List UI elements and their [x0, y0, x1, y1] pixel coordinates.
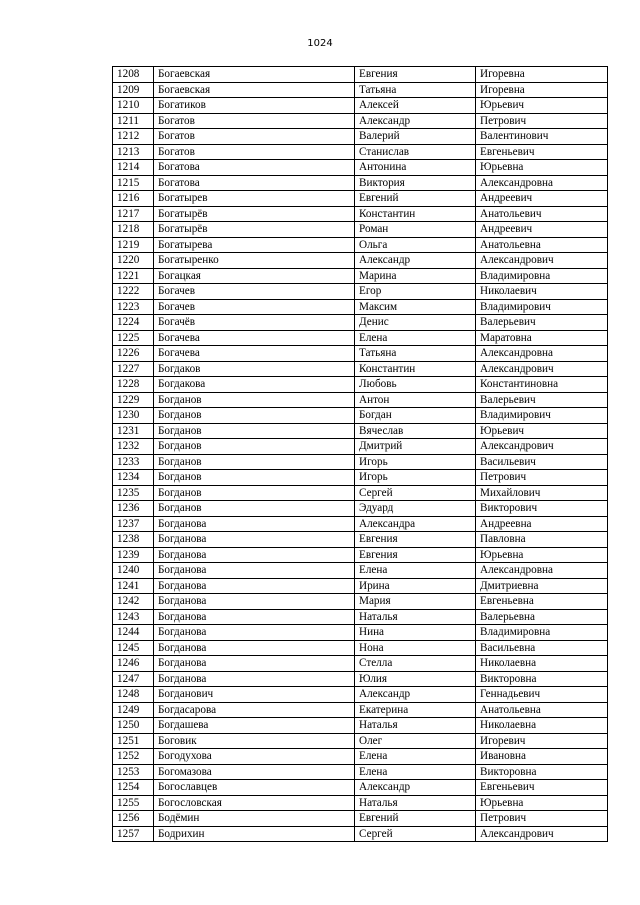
registry-body	[113, 67, 608, 842]
last-name-cell: Богданова	[154, 625, 355, 641]
table-row	[113, 392, 608, 408]
first-name-cell: Наталья	[355, 718, 476, 734]
patronymic-cell: Викторович	[476, 501, 608, 517]
patronymic-cell: Игоревна	[476, 67, 608, 83]
table-row	[113, 191, 608, 207]
patronymic-cell: Маратовна	[476, 330, 608, 346]
last-name-cell: Богданов	[154, 501, 355, 517]
table-row	[113, 811, 608, 827]
last-name-cell: Богданов	[154, 392, 355, 408]
patronymic-cell: Евгеньевич	[476, 780, 608, 796]
first-name-cell: Наталья	[355, 609, 476, 625]
first-name-cell: Наталья	[355, 795, 476, 811]
patronymic-cell: Константиновна	[476, 377, 608, 393]
last-name-cell: Богачёв	[154, 315, 355, 331]
last-name-cell: Богачев	[154, 284, 355, 300]
patronymic-cell: Игоревич	[476, 733, 608, 749]
table-row	[113, 284, 608, 300]
patronymic-cell: Петрович	[476, 470, 608, 486]
last-name-cell: Богданова	[154, 516, 355, 532]
row-number-cell: 1214	[113, 160, 154, 176]
first-name-cell: Марина	[355, 268, 476, 284]
last-name-cell: Богатырева	[154, 237, 355, 253]
table-row	[113, 795, 608, 811]
row-number-cell: 1220	[113, 253, 154, 269]
table-row	[113, 330, 608, 346]
first-name-cell: Валерий	[355, 129, 476, 145]
row-number-cell: 1209	[113, 82, 154, 98]
row-number-cell: 1222	[113, 284, 154, 300]
table-row	[113, 299, 608, 315]
last-name-cell: Богданов	[154, 408, 355, 424]
last-name-cell: Богатов	[154, 144, 355, 160]
patronymic-cell: Васильевна	[476, 640, 608, 656]
patronymic-cell: Анатольевич	[476, 206, 608, 222]
patronymic-cell: Александрович	[476, 439, 608, 455]
row-number-cell: 1225	[113, 330, 154, 346]
last-name-cell: Богданова	[154, 532, 355, 548]
row-number-cell: 1215	[113, 175, 154, 191]
first-name-cell: Юлия	[355, 671, 476, 687]
table-row	[113, 268, 608, 284]
table-row	[113, 237, 608, 253]
first-name-cell: Мария	[355, 594, 476, 610]
table-row	[113, 718, 608, 734]
last-name-cell: Богданова	[154, 609, 355, 625]
patronymic-cell: Михайлович	[476, 485, 608, 501]
row-number-cell: 1218	[113, 222, 154, 238]
table-row	[113, 423, 608, 439]
patronymic-cell: Андреевич	[476, 191, 608, 207]
last-name-cell: Богомазова	[154, 764, 355, 780]
row-number-cell: 1252	[113, 749, 154, 765]
table-row	[113, 516, 608, 532]
last-name-cell: Богданов	[154, 439, 355, 455]
patronymic-cell: Юрьевич	[476, 98, 608, 114]
first-name-cell: Александр	[355, 253, 476, 269]
row-number-cell: 1254	[113, 780, 154, 796]
last-name-cell: Богданов	[154, 454, 355, 470]
patronymic-cell: Анатольевна	[476, 702, 608, 718]
last-name-cell: Богданова	[154, 594, 355, 610]
patronymic-cell: Дмитриевна	[476, 578, 608, 594]
first-name-cell: Виктория	[355, 175, 476, 191]
first-name-cell: Стелла	[355, 656, 476, 672]
row-number-cell: 1250	[113, 718, 154, 734]
last-name-cell: Богославцев	[154, 780, 355, 796]
row-number-cell: 1223	[113, 299, 154, 315]
patronymic-cell: Васильевич	[476, 454, 608, 470]
table-row	[113, 377, 608, 393]
last-name-cell: Богатова	[154, 175, 355, 191]
row-number-cell: 1240	[113, 563, 154, 579]
row-number-cell: 1255	[113, 795, 154, 811]
patronymic-cell: Юрьевна	[476, 160, 608, 176]
last-name-cell: Богдакова	[154, 377, 355, 393]
table-row	[113, 702, 608, 718]
table-row	[113, 175, 608, 191]
table-row	[113, 315, 608, 331]
row-number-cell: 1229	[113, 392, 154, 408]
first-name-cell: Алексей	[355, 98, 476, 114]
patronymic-cell: Александровна	[476, 175, 608, 191]
row-number-cell: 1228	[113, 377, 154, 393]
patronymic-cell: Ивановна	[476, 749, 608, 765]
row-number-cell: 1216	[113, 191, 154, 207]
patronymic-cell: Владимировна	[476, 625, 608, 641]
first-name-cell: Максим	[355, 299, 476, 315]
first-name-cell: Елена	[355, 330, 476, 346]
row-number-cell: 1244	[113, 625, 154, 641]
first-name-cell: Евгения	[355, 532, 476, 548]
row-number-cell: 1224	[113, 315, 154, 331]
patronymic-cell: Викторовна	[476, 671, 608, 687]
row-number-cell: 1234	[113, 470, 154, 486]
first-name-cell: Константин	[355, 206, 476, 222]
first-name-cell: Александр	[355, 687, 476, 703]
first-name-cell: Александра	[355, 516, 476, 532]
last-name-cell: Богодухова	[154, 749, 355, 765]
last-name-cell: Богатыренко	[154, 253, 355, 269]
first-name-cell: Любовь	[355, 377, 476, 393]
row-number-cell: 1247	[113, 671, 154, 687]
patronymic-cell: Александровна	[476, 346, 608, 362]
last-name-cell: Богатов	[154, 113, 355, 129]
patronymic-cell: Евгеньевна	[476, 594, 608, 610]
last-name-cell: Богданов	[154, 485, 355, 501]
row-number-cell: 1239	[113, 547, 154, 563]
last-name-cell: Богданов	[154, 423, 355, 439]
row-number-cell: 1208	[113, 67, 154, 83]
first-name-cell: Станислав	[355, 144, 476, 160]
last-name-cell: Богданова	[154, 671, 355, 687]
first-name-cell: Богдан	[355, 408, 476, 424]
row-number-cell: 1226	[113, 346, 154, 362]
page-number: 1024	[307, 38, 333, 49]
first-name-cell: Елена	[355, 563, 476, 579]
table-row	[113, 346, 608, 362]
last-name-cell: Богацкая	[154, 268, 355, 284]
table-row	[113, 160, 608, 176]
patronymic-cell: Андреевич	[476, 222, 608, 238]
table-row	[113, 222, 608, 238]
table-row	[113, 640, 608, 656]
last-name-cell: Богатова	[154, 160, 355, 176]
row-number-cell: 1233	[113, 454, 154, 470]
last-name-cell: Богачев	[154, 299, 355, 315]
first-name-cell: Екатерина	[355, 702, 476, 718]
table-row	[113, 98, 608, 114]
row-number-cell: 1238	[113, 532, 154, 548]
table-row	[113, 749, 608, 765]
patronymic-cell: Александрович	[476, 361, 608, 377]
last-name-cell: Богданова	[154, 547, 355, 563]
row-number-cell: 1253	[113, 764, 154, 780]
first-name-cell: Евгения	[355, 67, 476, 83]
patronymic-cell: Владимировна	[476, 268, 608, 284]
first-name-cell: Татьяна	[355, 346, 476, 362]
last-name-cell: Богданова	[154, 640, 355, 656]
first-name-cell: Антонина	[355, 160, 476, 176]
patronymic-cell: Геннадьевич	[476, 687, 608, 703]
last-name-cell: Боговик	[154, 733, 355, 749]
first-name-cell: Олег	[355, 733, 476, 749]
last-name-cell: Богачева	[154, 330, 355, 346]
row-number-cell: 1217	[113, 206, 154, 222]
last-name-cell: Богдаков	[154, 361, 355, 377]
table-row	[113, 129, 608, 145]
row-number-cell: 1219	[113, 237, 154, 253]
table-row	[113, 206, 608, 222]
patronymic-cell: Николаевна	[476, 656, 608, 672]
last-name-cell: Богословская	[154, 795, 355, 811]
row-number-cell: 1242	[113, 594, 154, 610]
patronymic-cell: Николаевич	[476, 284, 608, 300]
last-name-cell: Богатов	[154, 129, 355, 145]
table-row	[113, 485, 608, 501]
last-name-cell: Богаевская	[154, 67, 355, 83]
last-name-cell: Богачева	[154, 346, 355, 362]
row-number-cell: 1249	[113, 702, 154, 718]
row-number-cell: 1248	[113, 687, 154, 703]
row-number-cell: 1221	[113, 268, 154, 284]
patronymic-cell: Павловна	[476, 532, 608, 548]
last-name-cell: Богдашева	[154, 718, 355, 734]
row-number-cell: 1211	[113, 113, 154, 129]
table-row	[113, 687, 608, 703]
table-row	[113, 578, 608, 594]
first-name-cell: Нина	[355, 625, 476, 641]
last-name-cell: Богдасарова	[154, 702, 355, 718]
table-row	[113, 67, 608, 83]
patronymic-cell: Владимирович	[476, 299, 608, 315]
last-name-cell: Богатиков	[154, 98, 355, 114]
table-row	[113, 470, 608, 486]
row-number-cell: 1213	[113, 144, 154, 160]
patronymic-cell: Александрович	[476, 826, 608, 842]
patronymic-cell: Валерьевна	[476, 609, 608, 625]
patronymic-cell: Евгеньевич	[476, 144, 608, 160]
last-name-cell: Богданова	[154, 578, 355, 594]
first-name-cell: Дмитрий	[355, 439, 476, 455]
patronymic-cell: Юрьевна	[476, 547, 608, 563]
table-row	[113, 454, 608, 470]
row-number-cell: 1246	[113, 656, 154, 672]
table-row	[113, 764, 608, 780]
first-name-cell: Сергей	[355, 485, 476, 501]
table-row	[113, 656, 608, 672]
row-number-cell: 1235	[113, 485, 154, 501]
last-name-cell: Богаевская	[154, 82, 355, 98]
table-row	[113, 439, 608, 455]
first-name-cell: Вячеслав	[355, 423, 476, 439]
table-row	[113, 625, 608, 641]
row-number-cell: 1251	[113, 733, 154, 749]
patronymic-cell: Владимирович	[476, 408, 608, 424]
patronymic-cell: Петрович	[476, 113, 608, 129]
table-row	[113, 501, 608, 517]
patronymic-cell: Игоревна	[476, 82, 608, 98]
row-number-cell: 1232	[113, 439, 154, 455]
first-name-cell: Евгений	[355, 811, 476, 827]
patronymic-cell: Александровна	[476, 563, 608, 579]
table-row	[113, 113, 608, 129]
patronymic-cell: Валентинович	[476, 129, 608, 145]
table-row	[113, 671, 608, 687]
first-name-cell: Александр	[355, 113, 476, 129]
row-number-cell: 1227	[113, 361, 154, 377]
row-number-cell: 1210	[113, 98, 154, 114]
table-row	[113, 361, 608, 377]
patronymic-cell: Петрович	[476, 811, 608, 827]
last-name-cell: Бодёмин	[154, 811, 355, 827]
first-name-cell: Эдуард	[355, 501, 476, 517]
first-name-cell: Елена	[355, 764, 476, 780]
last-name-cell: Богатырёв	[154, 206, 355, 222]
last-name-cell: Богданова	[154, 563, 355, 579]
table-row	[113, 253, 608, 269]
patronymic-cell: Александрович	[476, 253, 608, 269]
first-name-cell: Егор	[355, 284, 476, 300]
first-name-cell: Татьяна	[355, 82, 476, 98]
row-number-cell: 1241	[113, 578, 154, 594]
first-name-cell: Антон	[355, 392, 476, 408]
row-number-cell: 1245	[113, 640, 154, 656]
table-row	[113, 609, 608, 625]
patronymic-cell: Анатольевна	[476, 237, 608, 253]
row-number-cell: 1230	[113, 408, 154, 424]
table-row	[113, 826, 608, 842]
row-number-cell: 1231	[113, 423, 154, 439]
row-number-cell: 1243	[113, 609, 154, 625]
patronymic-cell: Юрьевич	[476, 423, 608, 439]
patronymic-cell: Валерьевич	[476, 392, 608, 408]
first-name-cell: Елена	[355, 749, 476, 765]
last-name-cell: Богатырёв	[154, 222, 355, 238]
first-name-cell: Роман	[355, 222, 476, 238]
patronymic-cell: Юрьевна	[476, 795, 608, 811]
first-name-cell: Игорь	[355, 470, 476, 486]
first-name-cell: Константин	[355, 361, 476, 377]
first-name-cell: Ирина	[355, 578, 476, 594]
patronymic-cell: Андреевна	[476, 516, 608, 532]
first-name-cell: Сергей	[355, 826, 476, 842]
table-row	[113, 547, 608, 563]
table-row	[113, 532, 608, 548]
table-row	[113, 408, 608, 424]
first-name-cell: Ольга	[355, 237, 476, 253]
patronymic-cell: Николаевна	[476, 718, 608, 734]
table-row	[113, 82, 608, 98]
first-name-cell: Денис	[355, 315, 476, 331]
first-name-cell: Нона	[355, 640, 476, 656]
first-name-cell: Евгения	[355, 547, 476, 563]
patronymic-cell: Валерьевич	[476, 315, 608, 331]
table-row	[113, 563, 608, 579]
first-name-cell: Евгений	[355, 191, 476, 207]
row-number-cell: 1212	[113, 129, 154, 145]
table-row	[113, 733, 608, 749]
name-registry-table	[112, 66, 608, 842]
patronymic-cell: Викторовна	[476, 764, 608, 780]
first-name-cell: Игорь	[355, 454, 476, 470]
first-name-cell: Александр	[355, 780, 476, 796]
last-name-cell: Бодрихин	[154, 826, 355, 842]
row-number-cell: 1237	[113, 516, 154, 532]
row-number-cell: 1236	[113, 501, 154, 517]
last-name-cell: Богатырев	[154, 191, 355, 207]
row-number-cell: 1256	[113, 811, 154, 827]
table-row	[113, 594, 608, 610]
row-number-cell: 1257	[113, 826, 154, 842]
last-name-cell: Богданова	[154, 656, 355, 672]
last-name-cell: Богданович	[154, 687, 355, 703]
table-row	[113, 780, 608, 796]
table-row	[113, 144, 608, 160]
last-name-cell: Богданов	[154, 470, 355, 486]
